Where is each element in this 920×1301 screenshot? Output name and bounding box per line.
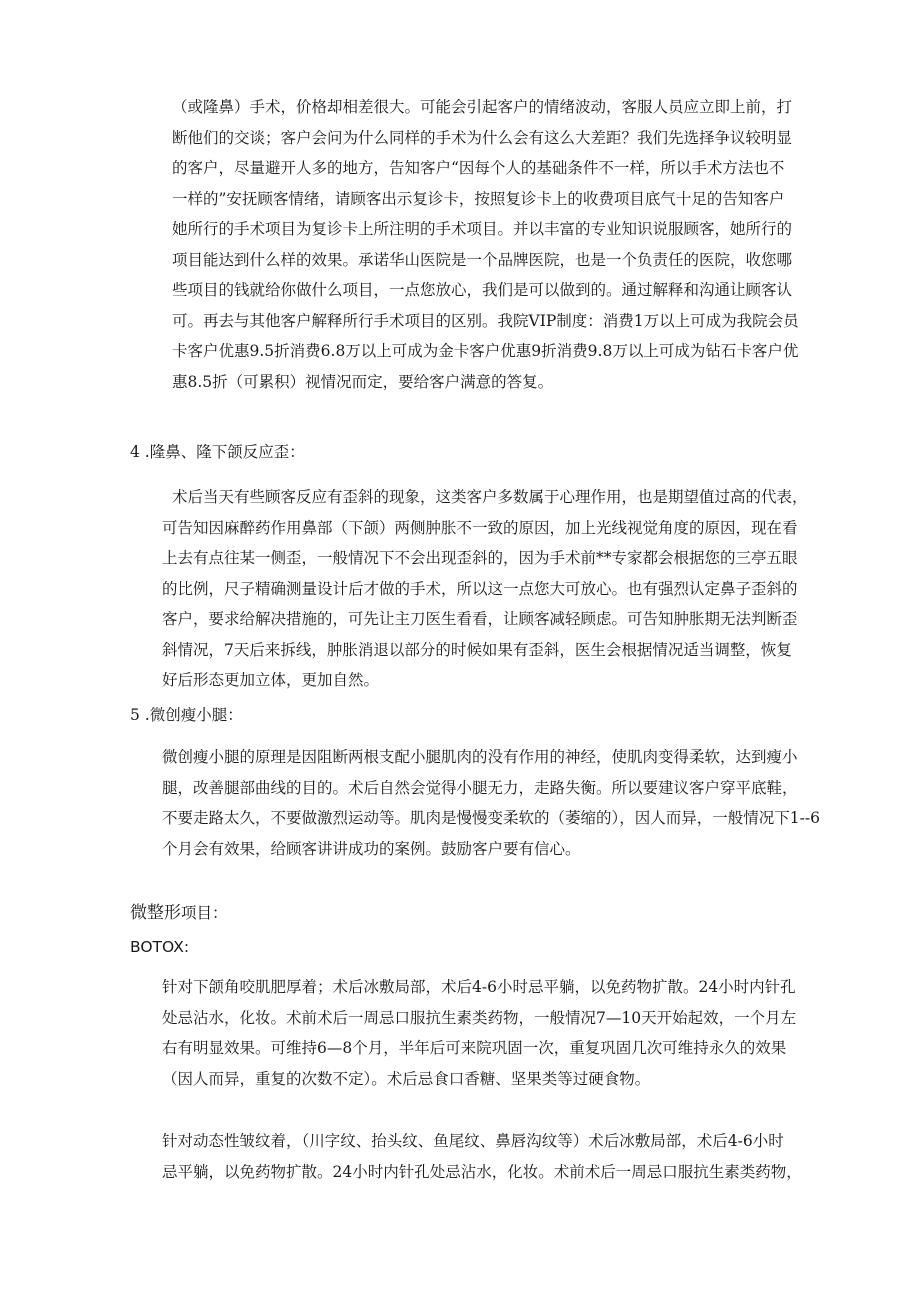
text-line: 好后形态更加立体，更加自然。 [162,671,380,689]
text-line: 断他们的交谈；客户会问为什么同样的手术为什么会有这么大差距？我们先选择争议较明显 [172,128,793,147]
text-line: 客户，要求给解决措施的，可先让主刀医生看看，让顾客减轻顾虑。可告知肿胀期无法判断歪 [162,610,798,628]
text-line: 忌平躺，以免药物扩散。24小时内针孔处忌沾水，化妆。术前术后一周忌口服抗生素类药物， [162,1162,802,1181]
text-line: 针对动态性皱纹着，（川字纹、抬头纹、鱼尾纹、鼻唇沟纹等）术后冰敷局部，术后4-6小时 [162,1132,784,1150]
text-line: 的客户，尽量避开人多的地方，告知客户“因每个人的基础条件不一样，所以手术方法也不 [172,159,785,177]
text-line: （或隆鼻）手术，价格却相差很大。可能会引起客户的情绪波动，客服人员应立即上前，打 [172,98,793,116]
text-line: 一样的”安抚顾客情绪，请顾客出示复诊卡，按照复诊卡上的收费项目底气十足的告知客户 [172,189,785,208]
text-line: 可。再去与其他客户解释所行手术项目的区别。我院VIP制度：消费1万以上可成为我院会员 [172,311,799,330]
section-title-micro-cosmetic [130,902,228,924]
section-title-prefix: 微整形 [130,903,181,923]
text-line: 卡客户优惠9.5折消费6.8万以上可成为金卡客户优惠9折消费9.8万以上可成为钻石卡客户优 [172,342,799,360]
text-line: 她所行的手术项目为复诊卡上所注明的手术项目。并以丰富的专业知识说服顾客，她所行的 [172,220,793,238]
text-line: 个月会有效果，给顾客讲讲成功的案例。鼓励客户要有信心。 [162,839,581,858]
text-line: 右有明显效果。可维持6—8个月，半年后可来院巩固一次，重复巩固几次可维持永久的效果 [162,1039,787,1057]
paragraph-asymmetry [162,482,808,696]
text-line: 可告知因麻醉药作用鼻部（下颌）两侧肿胀不一致的原因，加上光线视觉角度的原因，现在看 [162,518,798,537]
paragraph-calf-slimming [162,742,820,864]
text-line: （因人而异，重复的次数不定）。术后忌食口香糖、坚果类等过硬食物。 [162,1069,651,1088]
text-line: 微创瘦小腿的原理是因阻断两根支配小腿肌肉的没有作用的神经，使肌肉变得柔软，达到瘦小 [162,748,798,766]
paragraph-botox-wrinkles [162,1126,802,1187]
heading-calf-slimming: 5 .微创瘦小腿： [130,706,243,724]
text-line: 上去有点往某一侧歪，一般情况下不会出现歪斜的，因为手术前**专家都会根据您的三亭五眼 [162,549,798,567]
text-line: 惠8.5折（可累积）视情况而定，要给客户满意的答复。 [172,372,554,391]
text-line: 术后当天有些顾客反应有歪斜的现象，这类客户多数属于心理作用，也是期望值过高的代表， [172,488,808,506]
text-line: 项目能达到什么样的效果。承诺华山医院是一个品牌医院，也是一个负责任的医院，收您哪 [172,250,793,269]
text-line: 腿，改善腿部曲线的目的。术后自然会觉得小腿无力，走路失衡。所以要建议客户穿平底鞋， [162,778,798,797]
text-line: 的比例，尺子精确测量设计后才做的手术，所以这一点您大可放心。也有强烈认定鼻子歪斜的 [162,579,798,598]
text-line: 处忌沾水，化妆。术前术后一周忌口服抗生素类药物，一般情况7—10天开始起效，一个月左 [162,1008,797,1027]
paragraph-price-difference [172,92,799,397]
text-line: 些项目的钱就给你做什么项目，一点您放心，我们是可以做到的。通过解释和沟通让顾客认 [172,281,793,299]
botox-label: BOTOX: [130,938,190,956]
text-line: 针对下颌角咬肌肥厚着；术后冰敷局部，术后4-6小时忌平躺，以免药物扩散。24小时内针孔 [162,978,796,996]
paragraph-botox-masseter [162,972,796,1094]
text-line: 斜情况，7天后来拆线，肿胀消退以部分的时候如果有歪斜，医生会根据情况适当调整，恢复 [162,640,792,659]
heading-nose-jaw-asymmetry: 4 .隆鼻、隆下颌反应歪： [130,443,305,461]
section-title-suffix: 项目： [181,904,228,922]
text-line: 不要走路太久，不要做激烈运动等。肌肉是慢慢变柔软的（萎缩的），因人而异，一般情况下1--6 [162,809,820,827]
